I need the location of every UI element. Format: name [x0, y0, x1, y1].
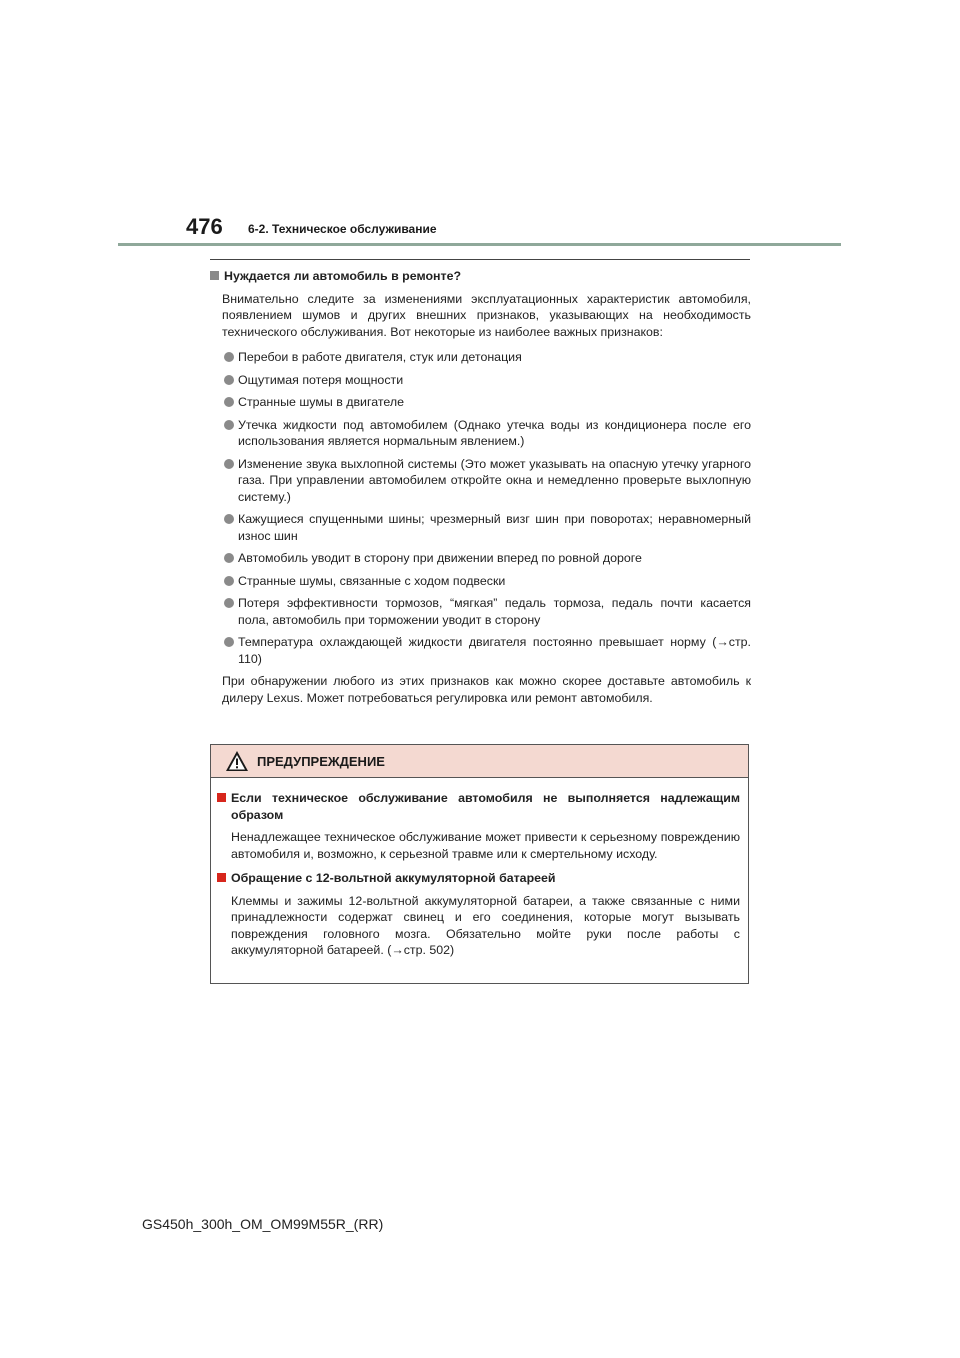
- list-item-text: Перебои в работе двигателя, стук или детонация: [238, 350, 522, 364]
- list-item-text: Потеря эффективности тормозов, “мягкая” педаль тормоза, педаль почти касается пола, автомобиль при торможении уводит в сторону: [238, 596, 751, 627]
- section-title: 6-2. Техническое обслуживание: [248, 222, 437, 236]
- list-item: [210, 573, 751, 590]
- list-item: [210, 394, 751, 411]
- bullet-dot-icon: [224, 637, 234, 647]
- main-content: [210, 268, 751, 706]
- list-item-text: Странные шумы в двигателе: [238, 395, 404, 409]
- gray-square-icon: [210, 271, 219, 280]
- bullet-dot-icon: [224, 598, 234, 608]
- bullet-dot-icon: [224, 352, 234, 362]
- section-heading: [210, 268, 751, 285]
- list-item-text: Кажущиеся спущенными шины; чрезмерный визг шин при поворотах; неравномерный износ шин: [238, 512, 751, 543]
- list-item: [210, 349, 751, 366]
- warning-item-heading: [217, 870, 740, 887]
- symptom-list: [210, 349, 751, 667]
- list-item: [210, 595, 751, 628]
- warning-item-heading-text: Если техническое обслуживание автомобиля не выполняется надлежащим образом: [231, 791, 740, 822]
- document-code: GS450h_300h_OM_OM99M55R_(RR): [142, 1216, 384, 1232]
- list-item-text: Автомобиль уводит в сторону при движении вперед по ровной дороге: [238, 551, 642, 565]
- list-item-text: Утечка жидкости под автомобилем (Однако утечка воды из кондиционера после его использования является нормальным явлением.): [238, 417, 751, 448]
- warning-triangle-icon: [225, 750, 249, 772]
- list-item: [210, 550, 751, 567]
- warning-box: [210, 744, 749, 984]
- closing-paragraph: При обнаружении любого из этих признаков как можно скорее доставьте автомобиль к дилеру Lexus. Может потребоваться регулировка или ремонт автомобиля.: [222, 674, 751, 705]
- list-item-text: Странные шумы, связанные с ходом подвески: [238, 573, 506, 588]
- warning-header: [211, 745, 748, 778]
- bullet-dot-icon: [224, 576, 234, 586]
- list-item-text: Ощутимая потеря мощности: [238, 372, 404, 387]
- bullet-dot-icon: [224, 514, 234, 524]
- section-heading-text: Нуждается ли автомобиль в ремонте?: [224, 269, 462, 283]
- warning-body: [211, 778, 748, 959]
- red-square-icon: [217, 873, 226, 882]
- list-item: [210, 417, 751, 450]
- warning-item-text: Ненадлежащее техническое обслуживание может привести к серьезному повреждению автомобиля и, возможно, к серьезной травме или к смертельному исходу.: [231, 830, 740, 861]
- bullet-dot-icon: [224, 553, 234, 563]
- warning-item-text: Клеммы и зажимы 12-вольтной аккумуляторной батареи, а также связанные с ними принадлежности содержат свинец и его соединения, которые могут вызывать повреждения головного мозга. Обязательно мойте руки после работы с аккумуляторной батареей. (→стр. 502): [231, 893, 740, 957]
- warning-item-heading-text: Обращение с 12-вольтной аккумуляторной батареей: [231, 871, 556, 885]
- page-number: 476: [186, 214, 223, 239]
- bullet-dot-icon: [224, 375, 234, 385]
- bullet-dot-icon: [224, 397, 234, 407]
- list-item: [210, 511, 751, 544]
- warning-title: ПРЕДУПРЕЖДЕНИЕ: [257, 753, 385, 769]
- list-item: [210, 372, 751, 389]
- warning-item-heading: [217, 790, 740, 823]
- bullet-dot-icon: [224, 459, 234, 469]
- list-item: [210, 456, 751, 506]
- header-rule: [118, 243, 841, 246]
- list-item: [210, 634, 751, 667]
- intro-paragraph: Внимательно следите за изменениями эксплуатационных характеристик автомобиля, появлением шумов и других внешних признаков, указывающих на необходимость технического обслуживания. Вот некоторые из наиболее важных признаков:: [222, 291, 751, 339]
- content-rule: [210, 259, 750, 260]
- list-item-text: Температура охлаждающей жидкости двигателя постоянно превышает норму (→стр. 110): [238, 635, 751, 666]
- red-square-icon: [217, 793, 226, 802]
- bullet-dot-icon: [224, 420, 234, 430]
- list-item-text: Изменение звука выхлопной системы (Это может указывать на опасную утечку угарного газа. При управлении автомобилем откройте окна и немедленно проверьте выхлопную систему.): [238, 456, 751, 504]
